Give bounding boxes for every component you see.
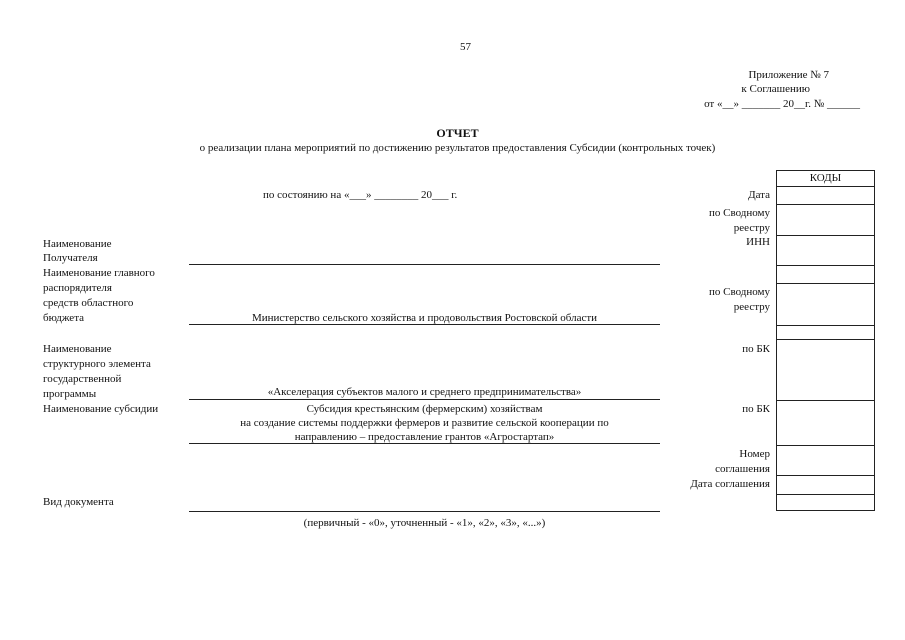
program-underline (189, 399, 660, 400)
appendix-line-3: от «__» _______ 20__г. № ______ (704, 98, 860, 110)
label-manager-b: распорядителя (43, 282, 112, 294)
page-number: 57 (460, 41, 471, 53)
codes-row-divider (777, 204, 874, 205)
page-title: ОТЧЕТ (436, 126, 479, 140)
label-inn: ИНН (746, 236, 770, 248)
appendix-line-2: к Соглашению (741, 83, 810, 95)
codes-row-divider (777, 325, 874, 326)
codes-header: КОДЫ (809, 172, 842, 184)
doc-type-hint: (первичный - «0», уточненный - «1», «2», «3», «...») (303, 517, 546, 529)
codes-row-divider (777, 475, 874, 476)
label-svod-2a: по Сводному (708, 286, 770, 298)
label-recipient-b: Получателя (43, 252, 98, 264)
label-agreement-no-b: соглашения (715, 463, 770, 475)
recipient-underline (189, 264, 660, 265)
label-bk-2: по БК (742, 403, 770, 415)
ministry-value: Министерство сельского хозяйства и продовольствия Ростовской области (251, 312, 598, 324)
subsidy-value-line-3: направлению – предоставление грантов «Агростартап» (294, 431, 555, 443)
label-agreement-no-a: Номер (739, 448, 770, 460)
page-subtitle: о реализации плана мероприятий по достижению результатов предоставления Субсидии (контрольных точек) (199, 142, 716, 154)
label-manager-c: средств областного (43, 297, 134, 309)
label-program-d: программы (43, 388, 97, 400)
label-svod-1a: по Сводному (708, 207, 770, 219)
label-bk-1: по БК (742, 343, 770, 355)
label-recipient-a: Наименование (43, 238, 112, 250)
label-program-c: государственной (43, 373, 122, 385)
label-agreement-date: Дата соглашения (690, 478, 770, 490)
codes-row-divider (777, 494, 874, 495)
codes-row-divider (777, 339, 874, 340)
subsidy-value-line-1: Субсидия крестьянским (фермерским) хозяйствам (306, 403, 543, 415)
label-manager-a: Наименование главного (43, 267, 155, 279)
codes-row-divider (777, 283, 874, 284)
label-svod-1b: реестру (733, 222, 770, 234)
codes-row-divider (777, 445, 874, 446)
appendix-line-1: Приложение № 7 (748, 69, 829, 81)
codes-row-divider (777, 400, 874, 401)
doc-type-underline (189, 511, 660, 512)
label-manager-d: бюджета (43, 312, 85, 324)
codes-table (776, 170, 875, 511)
label-doc-type: Вид документа (43, 496, 114, 508)
codes-row-divider (777, 186, 874, 187)
label-date: Дата (748, 189, 770, 201)
label-program-a: Наименование (43, 343, 112, 355)
label-program-b: структурного элемента (43, 358, 151, 370)
codes-row-divider (777, 265, 874, 266)
codes-row-divider (777, 235, 874, 236)
program-value: «Акселерация субъектов малого и среднего предпринимательства» (267, 386, 582, 398)
as-of-date: по состоянию на «___» ________ 20___ г. (263, 189, 458, 201)
label-svod-2b: реестру (733, 301, 770, 313)
label-subsidy: Наименование субсидии (43, 403, 159, 415)
subsidy-value-line-2: на создание системы поддержки фермеров и развитие сельской кооперации по (240, 417, 609, 429)
